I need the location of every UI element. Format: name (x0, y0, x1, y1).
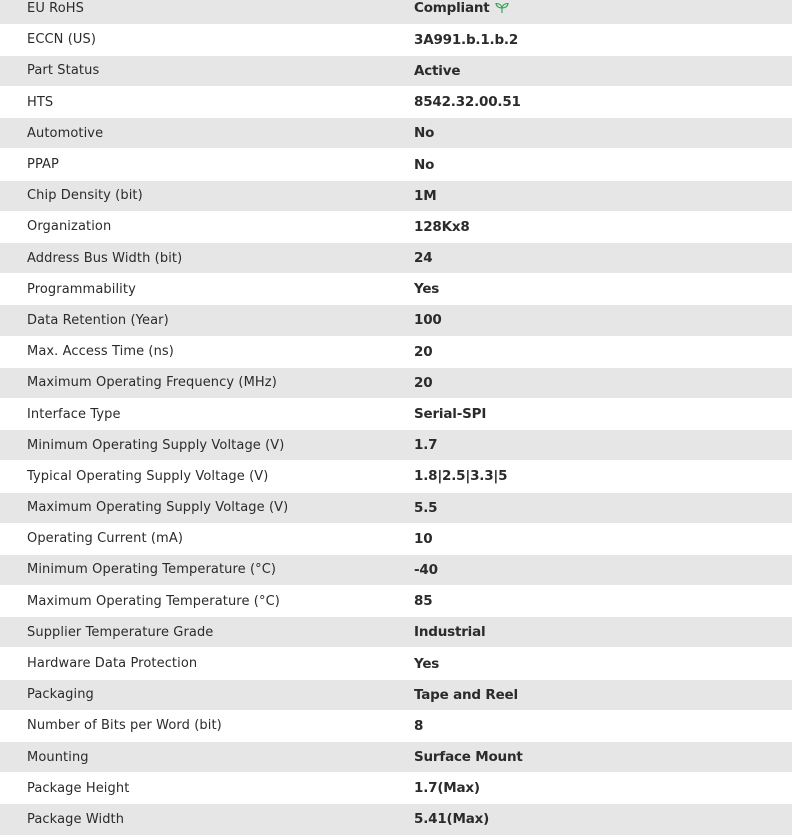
spec-value: Compliant (414, 0, 490, 17)
spec-name: Package Height (0, 773, 414, 804)
spec-value: 20 (414, 374, 433, 391)
spec-name: Maximum Operating Frequency (MHz) (0, 367, 414, 398)
spec-value: 100 (414, 312, 442, 329)
spec-value: 85 (414, 593, 433, 610)
spec-value-cell (414, 305, 792, 336)
spec-name: ECCN (US) (0, 24, 414, 55)
spec-row (0, 679, 792, 710)
spec-row (0, 648, 792, 679)
spec-row (0, 55, 792, 86)
spec-name: Supplier Temperature Grade (0, 617, 414, 648)
spec-row (0, 617, 792, 648)
spec-value-cell (414, 648, 792, 679)
spec-value: 1.7 (414, 437, 438, 454)
spec-name: HTS (0, 87, 414, 118)
spec-value: Yes (414, 655, 440, 672)
spec-value: 20 (414, 343, 433, 360)
spec-value-cell (414, 430, 792, 461)
spec-value: 5.5 (414, 499, 438, 516)
spec-value-cell (414, 398, 792, 429)
spec-row (0, 274, 792, 305)
spec-value-cell (414, 180, 792, 211)
spec-row (0, 773, 792, 804)
spec-name: Data Retention (Year) (0, 305, 414, 336)
spec-row (0, 118, 792, 149)
spec-row (0, 742, 792, 773)
spec-value: -40 (414, 561, 438, 578)
spec-name: Minimum Operating Supply Voltage (V) (0, 430, 414, 461)
spec-value-cell (414, 118, 792, 149)
spec-value: 128Kx8 (414, 218, 470, 235)
spec-row (0, 461, 792, 492)
spec-value-cell (414, 742, 792, 773)
spec-value: Yes (414, 281, 440, 298)
spec-name: Max. Access Time (ns) (0, 336, 414, 367)
spec-value: 1M (414, 187, 437, 204)
spec-name: EU RoHS (0, 0, 414, 24)
spec-name: Operating Current (mA) (0, 523, 414, 554)
spec-value: 8542.32.00.51 (414, 94, 521, 111)
leaf-icon (495, 2, 509, 14)
spec-value: 1.7(Max) (414, 780, 480, 797)
spec-value: Serial-SPI (414, 406, 487, 423)
spec-value-cell (414, 586, 792, 617)
spec-value-cell (414, 523, 792, 554)
spec-row (0, 149, 792, 180)
spec-value-cell (414, 24, 792, 55)
spec-value: Active (414, 62, 461, 79)
spec-name: Packaging (0, 679, 414, 710)
spec-name: Minimum Operating Temperature (°C) (0, 554, 414, 585)
spec-name: Part Status (0, 55, 414, 86)
spec-row (0, 87, 792, 118)
spec-row (0, 305, 792, 336)
spec-name: Package Width (0, 804, 414, 835)
spec-row (0, 523, 792, 554)
spec-value: 5.41(Max) (414, 811, 490, 828)
spec-row (0, 710, 792, 741)
spec-value: Tape and Reel (414, 686, 518, 703)
spec-row (0, 336, 792, 367)
spec-name: Address Bus Width (bit) (0, 243, 414, 274)
spec-row (0, 586, 792, 617)
spec-name: Mounting (0, 742, 414, 773)
spec-value-cell (414, 149, 792, 180)
spec-value-cell (414, 87, 792, 118)
spec-value: No (414, 156, 435, 173)
spec-row (0, 367, 792, 398)
spec-value-cell (414, 367, 792, 398)
spec-name: Interface Type (0, 398, 414, 429)
spec-row (0, 554, 792, 585)
spec-value: No (414, 125, 435, 142)
spec-value: 10 (414, 530, 433, 547)
spec-value-cell (414, 617, 792, 648)
spec-name: Maximum Operating Supply Voltage (V) (0, 492, 414, 523)
spec-value-cell (414, 0, 792, 24)
spec-name: Organization (0, 211, 414, 242)
spec-name: PPAP (0, 149, 414, 180)
spec-name: Typical Operating Supply Voltage (V) (0, 461, 414, 492)
spec-row (0, 211, 792, 242)
spec-value-cell (414, 773, 792, 804)
spec-row (0, 430, 792, 461)
spec-value: 8 (414, 717, 424, 734)
spec-name: Number of Bits per Word (bit) (0, 710, 414, 741)
spec-row (0, 180, 792, 211)
spec-value-cell (414, 55, 792, 86)
spec-name: Automotive (0, 118, 414, 149)
spec-row (0, 243, 792, 274)
spec-name: Chip Density (bit) (0, 180, 414, 211)
spec-name: Hardware Data Protection (0, 648, 414, 679)
spec-row (0, 0, 792, 24)
spec-name: Maximum Operating Temperature (°C) (0, 586, 414, 617)
spec-value-cell (414, 211, 792, 242)
spec-value-cell (414, 461, 792, 492)
spec-value-cell (414, 679, 792, 710)
spec-value-cell (414, 243, 792, 274)
spec-value: Surface Mount (414, 749, 523, 766)
spec-row (0, 804, 792, 835)
spec-name: Programmability (0, 274, 414, 305)
spec-value-cell (414, 554, 792, 585)
spec-value-cell (414, 274, 792, 305)
spec-row (0, 492, 792, 523)
spec-row (0, 24, 792, 55)
spec-value-cell (414, 710, 792, 741)
spec-row (0, 398, 792, 429)
spec-value-cell (414, 336, 792, 367)
spec-value: 3A991.b.1.b.2 (414, 31, 519, 48)
spec-value-cell (414, 804, 792, 835)
spec-value: 24 (414, 250, 433, 267)
spec-value: Industrial (414, 624, 486, 641)
spec-value: 1.8|2.5|3.3|5 (414, 468, 508, 485)
spec-value-cell (414, 492, 792, 523)
